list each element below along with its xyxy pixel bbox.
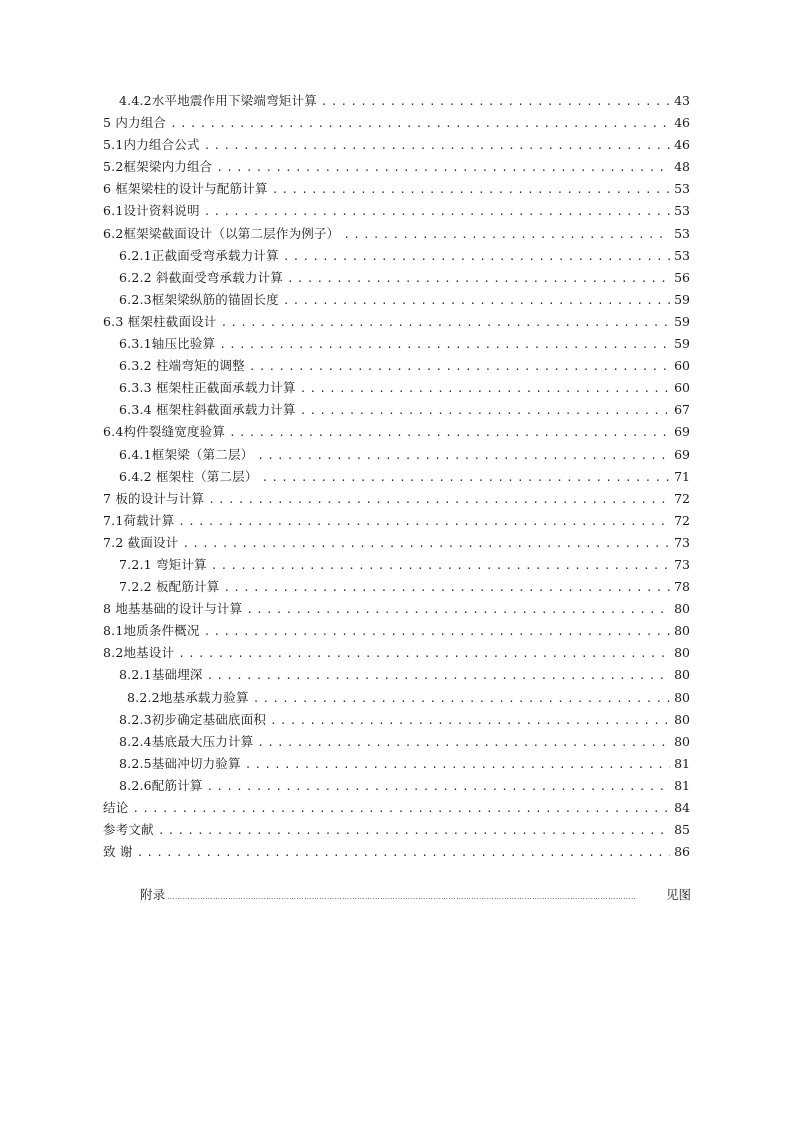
toc-entry-title: 8.1地质条件概况 xyxy=(103,623,200,639)
toc-entry-title: 6 框架梁柱的设计与配筋计算 xyxy=(103,181,268,197)
toc-leader-dots xyxy=(178,511,670,533)
toc-leader-dots xyxy=(272,179,670,201)
toc-entry-title: 8.2.5基础冲切力验算 xyxy=(119,755,241,771)
toc-leader-dots xyxy=(208,489,670,511)
toc-entry-page: 59 xyxy=(674,313,690,329)
toc-entry-page: 86 xyxy=(674,844,690,860)
toc-leader-dots xyxy=(283,246,670,268)
toc-leader-dots xyxy=(221,312,671,334)
toc-entry-title: 6.3 框架柱截面设计 xyxy=(103,313,217,329)
toc-leader-dots xyxy=(137,842,671,864)
toc-leader-dots xyxy=(207,665,670,687)
toc-entry xyxy=(103,532,690,554)
toc-entry-page: 53 xyxy=(674,203,690,219)
toc-entry-title: 6.2.1正截面受弯承载力计算 xyxy=(119,247,279,263)
toc-entry-page: 59 xyxy=(674,336,690,352)
toc-leader-dots xyxy=(300,400,670,422)
toc-entry-title: 结论 xyxy=(103,800,129,815)
toc-entry-title: 6.2.2 斜截面受弯承载力计算 xyxy=(119,269,283,285)
toc-leader-dots xyxy=(249,356,670,378)
toc-leader-dots xyxy=(182,533,670,555)
toc-entry-title: 4.4.2水平地震作用下梁端弯矩计算 xyxy=(119,93,317,108)
toc-entry-page: 59 xyxy=(674,291,690,307)
table-of-contents xyxy=(103,90,690,863)
toc-entry xyxy=(103,466,690,488)
toc-entry-page: 60 xyxy=(674,358,690,374)
toc-entry-page: 48 xyxy=(674,159,690,175)
toc-entry-page: 73 xyxy=(674,556,690,572)
toc-leader-dots xyxy=(204,201,670,223)
toc-entry xyxy=(103,488,690,510)
toc-entry xyxy=(103,510,690,532)
toc-entry xyxy=(103,598,690,620)
toc-entry-page: 85 xyxy=(674,822,690,838)
toc-entry-page: 72 xyxy=(674,512,690,528)
toc-entry-title: 5.2框架梁内力组合 xyxy=(103,159,213,175)
toc-entry xyxy=(103,355,690,377)
toc-entry-page: 69 xyxy=(674,446,690,462)
toc-leader-dots xyxy=(204,135,670,157)
toc-entry xyxy=(103,775,690,797)
toc-leader-dots xyxy=(321,91,670,113)
toc-entry-title: 8.2.3初步确定基础底面积 xyxy=(119,711,267,727)
toc-entry-title: 8.2地基设计 xyxy=(103,645,175,661)
toc-leader-dots xyxy=(262,467,671,489)
toc-entry xyxy=(103,112,690,134)
toc-entry-title: 7.1荷载计算 xyxy=(103,512,175,528)
toc-entry xyxy=(103,664,690,686)
toc-entry-title: 8.2.4基底最大压力计算 xyxy=(119,733,254,749)
toc-entry-title: 6.4构件裂缝宽度验算 xyxy=(103,424,226,440)
toc-entry xyxy=(103,399,690,421)
toc-entry-title: 参考文献 xyxy=(103,822,154,838)
toc-leader-dots xyxy=(257,445,670,467)
toc-entry xyxy=(103,576,690,598)
toc-entry-page: 46 xyxy=(674,137,690,153)
toc-entry-page: 53 xyxy=(674,247,690,263)
toc-entry xyxy=(103,90,690,112)
toc-entry xyxy=(103,156,690,178)
toc-entry-page: 80 xyxy=(674,667,690,683)
toc-entry-page: 67 xyxy=(674,402,690,418)
toc-entry xyxy=(103,421,690,443)
toc-leader-dots xyxy=(300,378,670,400)
toc-entry-page: 73 xyxy=(674,534,690,550)
toc-entry-page: 56 xyxy=(674,269,690,285)
toc-entry-page: 81 xyxy=(674,777,690,793)
toc-entry-title: 6.3.1轴压比验算 xyxy=(119,336,216,352)
toc-entry-title: 6.3.3 框架柱正截面承载力计算 xyxy=(119,380,296,396)
toc-entry xyxy=(103,200,690,222)
toc-leader-dots xyxy=(170,113,670,135)
toc-entry-page: 84 xyxy=(674,800,690,815)
toc-entry-page: 80 xyxy=(674,689,690,705)
toc-entry-page: 80 xyxy=(674,733,690,749)
toc-entry-title: 5.1内力组合公式 xyxy=(103,137,200,153)
toc-entry xyxy=(103,731,690,753)
toc-leader-dots xyxy=(178,643,670,665)
toc-leader-dots xyxy=(246,599,670,621)
appendix-leader-dots xyxy=(167,886,636,908)
toc-entry-title: 6.3.4 框架柱斜截面承载力计算 xyxy=(119,402,296,418)
toc-entry-title: 8.2.6配筋计算 xyxy=(119,777,203,793)
appendix-title: 附录 xyxy=(140,887,166,902)
toc-entry-title: 6.1设计资料说明 xyxy=(103,203,200,219)
toc-leader-dots xyxy=(229,422,670,444)
toc-entry-title: 6.4.1框架梁（第二层） xyxy=(119,446,254,462)
toc-entry xyxy=(103,377,690,399)
toc-entry xyxy=(103,687,690,709)
toc-entry xyxy=(103,311,690,333)
toc-entry-page: 72 xyxy=(674,490,690,506)
toc-entry-page: 80 xyxy=(674,711,690,727)
toc-entry-title: 7.2.2 板配筋计算 xyxy=(119,579,220,595)
toc-entry xyxy=(103,642,690,664)
toc-entry xyxy=(103,819,690,841)
toc-entry-title: 8 地基基础的设计与计算 xyxy=(103,601,243,617)
toc-entry-title: 7.2 截面设计 xyxy=(103,534,179,550)
toc-entry xyxy=(103,554,690,576)
toc-entry-page: 78 xyxy=(674,579,690,595)
toc-entry-title: 6.4.2 框架柱（第二层） xyxy=(119,468,258,484)
toc-leader-dots xyxy=(343,224,670,246)
appendix-page: 见图 xyxy=(665,887,691,902)
toc-leader-dots xyxy=(223,577,670,599)
toc-entry-page: 80 xyxy=(674,623,690,639)
toc-entry-page: 60 xyxy=(674,380,690,396)
toc-leader-dots xyxy=(211,555,670,577)
toc-entry-title: 6.2框架梁截面设计（以第二层作为例子） xyxy=(103,225,340,241)
toc-entry xyxy=(103,620,690,642)
toc-entry xyxy=(103,245,690,267)
toc-entry-title: 7 板的设计与计算 xyxy=(103,490,205,506)
toc-leader-dots xyxy=(219,334,670,356)
toc-entry xyxy=(103,333,690,355)
toc-entry xyxy=(103,753,690,775)
toc-leader-dots xyxy=(158,820,670,842)
toc-entry xyxy=(103,267,690,289)
toc-entry-page: 69 xyxy=(674,424,690,440)
toc-leader-dots xyxy=(257,732,670,754)
toc-entry-page: 53 xyxy=(674,181,690,197)
toc-leader-dots xyxy=(253,688,670,710)
toc-entry-page: 71 xyxy=(674,468,690,484)
toc-leader-dots xyxy=(204,621,670,643)
toc-entry-title: 5 内力组合 xyxy=(103,115,167,131)
toc-leader-dots xyxy=(245,754,670,776)
toc-entry-page: 80 xyxy=(674,601,690,617)
toc-leader-dots xyxy=(283,290,670,312)
toc-leader-dots xyxy=(270,710,670,732)
toc-entry-title: 6.2.3框架梁纵筋的锚固长度 xyxy=(119,291,279,307)
toc-leader-dots xyxy=(132,798,670,820)
toc-entry-page: 43 xyxy=(674,93,690,108)
toc-entry xyxy=(103,223,690,245)
toc-entry-title: 8.2.2地基承载力验算 xyxy=(127,689,249,705)
toc-entry xyxy=(103,134,690,156)
toc-entry-page: 53 xyxy=(674,225,690,241)
toc-leader-dots xyxy=(287,268,670,290)
toc-entry xyxy=(103,709,690,731)
toc-entry-title: 6.3.2 柱端弯矩的调整 xyxy=(119,358,245,374)
toc-entry-title: 致 谢 xyxy=(103,844,133,860)
toc-entry-title: 7.2.1 弯矩计算 xyxy=(119,556,207,572)
toc-entry-page: 46 xyxy=(674,115,690,131)
toc-entry-page: 81 xyxy=(674,755,690,771)
toc-entry xyxy=(103,289,690,311)
toc-entry xyxy=(103,444,690,466)
toc-entry-title: 8.2.1基础埋深 xyxy=(119,667,203,683)
toc-entry xyxy=(103,178,690,200)
appendix-entry xyxy=(140,884,691,908)
toc-leader-dots xyxy=(207,776,670,798)
toc-entry xyxy=(103,841,690,863)
toc-entry xyxy=(103,797,690,819)
toc-leader-dots xyxy=(216,157,670,179)
toc-entry-page: 80 xyxy=(674,645,690,661)
